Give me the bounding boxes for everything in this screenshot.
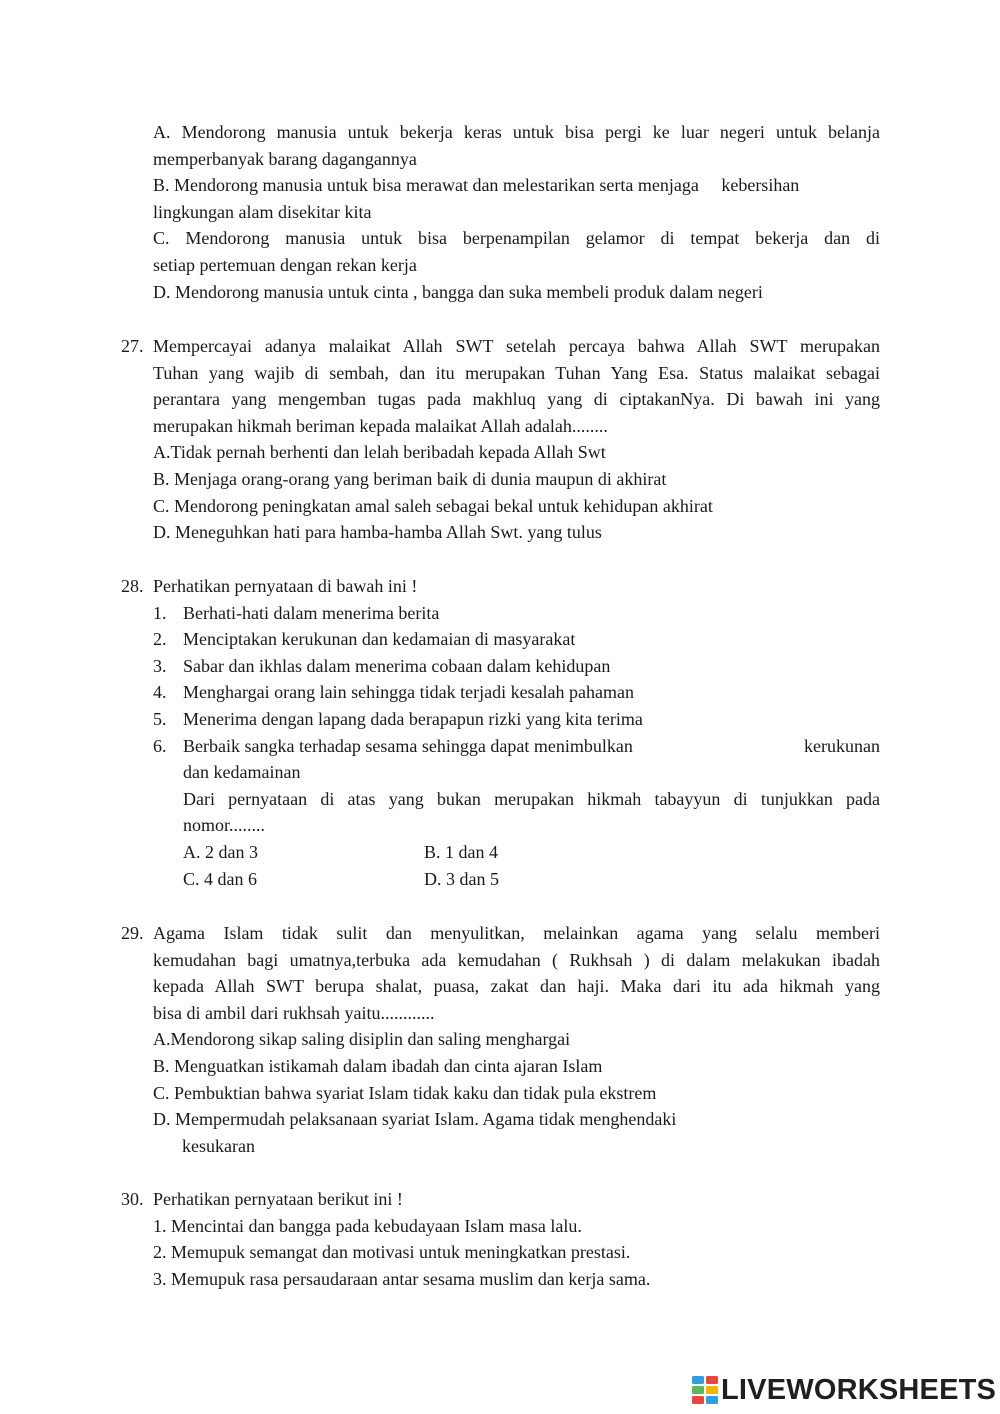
q27-option-b[interactable]: B. Menjaga orang-orang yang beriman baik di dunia maupun di akhirat — [153, 468, 667, 489]
question-number: 29. — [121, 923, 144, 943]
q28-options — [153, 839, 880, 892]
question-29 — [121, 920, 880, 1159]
list-item: 3. Sabar dan ikhlas dalam menerima cobaan dalam kehidupan — [153, 655, 611, 676]
list-item: 3. Memupuk rasa persaudaraan antar sesama muslim dan kerja sama. — [153, 1268, 651, 1289]
q26-option-b[interactable]: B. Mendorong manusia untuk bisa merawat dan melestarikan serta menjaga kebersihan lingkungan alam disekitar kita — [153, 175, 800, 222]
question-number: 30. — [121, 1189, 144, 1209]
list-item: 2. Memupuk semangat dan motivasi untuk meningkatkan prestasi. — [153, 1242, 631, 1263]
q29-option-b[interactable]: B. Menguatkan istikamah dalam ibadah dan cinta ajaran Islam — [153, 1055, 603, 1076]
question-26-options — [153, 119, 880, 305]
q28-prompt: Dari pernyataan di atas yang bukan merupakan hikmah tabayyun di tunjukkan pada nomor........ — [183, 788, 880, 836]
statement-list — [121, 1213, 880, 1293]
question-number: 28. — [121, 576, 144, 596]
liveworksheets-logo[interactable] — [692, 1374, 996, 1406]
q29-option-a[interactable]: A.Mendorong sikap saling disiplin dan saling menghargai — [153, 1029, 571, 1050]
question-28 — [121, 573, 880, 892]
q29-option-d[interactable]: D. Mempermudah pelaksanaan syariat Islam. Agama tidak menghendaki kesukaran — [153, 1109, 677, 1156]
question-text: Mempercayai adanya malaikat Allah SWT setelah percaya bahwa Allah SWT merupakan Tuhan yang wajib di sembah, dan itu merupakan Tuhan Yang Esa. Status malaikat sebagai perantara yang mengemban tugas pada makhluq yang di ciptakanNya. Di bawah ini yang merupakan hikmah beriman kepada malaikat Allah adalah........ A.Tidak pernah berhenti dan lelah beribadah kepada Allah Swt B. Menjaga orang-orang yang beriman baik di dunia maupun di akhirat C. Mendorong peningkatan amal saleh sebagai bekal untuk kehidupan akhirat D. Meneguhkan hati para hamba-hamba Allah Swt. yang tulus — [153, 333, 880, 546]
list-item: 6. Berbaik sangka terhadap sesama sehingga dapat menimbulkan kerukunan — [153, 735, 880, 756]
list-item: 1. Mencintai dan bangga pada kebudayaan Islam masa lalu. — [153, 1215, 582, 1236]
q28-option-b[interactable]: B. 1 dan 4 — [424, 841, 498, 862]
q28-option-d[interactable]: D. 3 dan 5 — [424, 868, 499, 889]
list-item: 2. Menciptakan kerukunan dan kedamaian di masyarakat — [153, 629, 576, 650]
list-item: 5. Menerima dengan lapang dada berapapun rizki yang kita terima — [153, 708, 643, 729]
question-number: 27. — [121, 336, 144, 356]
q29-option-c[interactable]: C. Pembuktian bahwa syariat Islam tidak kaku dan tidak pula ekstrem — [153, 1082, 657, 1103]
question-text: Perhatikan pernyataan di bawah ini ! — [153, 576, 418, 596]
q28-option-c[interactable]: C. 4 dan 6 — [183, 868, 257, 889]
question-30 — [121, 1186, 880, 1292]
q28-option-a[interactable]: A. 2 dan 3 — [183, 841, 258, 862]
q27-option-c[interactable]: C. Mendorong peningkatan amal saleh sebagai bekal untuk kehidupan akhirat — [153, 495, 713, 516]
question-27 — [121, 333, 880, 546]
question-text: Agama Islam tidak sulit dan menyulitkan, melainkan agama yang selalu memberi kemudahan bagi umatnya,terbuka ada kemudahan ( Rukhsah ) di dalam melakukan ibadah kepada Allah SWT berupa shalat, puasa, zakat dan haji. Maka dari itu ada hikmah yang bisa di ambil dari rukhsah yaitu............ A.Mendorong sikap saling disiplin dan saling menghargai B. Menguatkan istikamah dalam ibadah dan cinta ajaran Islam C. Pembuktian bahwa syariat Islam tidak kaku dan tidak pula ekstrem D. Mempermudah pelaksanaan syariat Islam. Agama tidak menghendaki kesukaran — [153, 920, 880, 1159]
q26-option-c[interactable]: C. Mendorong manusia untuk bisa berpenampilan gelamor di tempat bekerja dan di setiap pertemuan dengan rekan kerja — [153, 228, 880, 275]
q27-option-a[interactable]: A.Tidak pernah berhenti dan lelah beribadah kepada Allah Swt — [153, 442, 606, 463]
liveworksheets-wordmark: LIVEWORKSHEETS — [721, 1373, 997, 1406]
liveworksheets-logo-icon — [692, 1376, 718, 1404]
list-item: 1. Berhati-hati dalam menerima berita — [153, 602, 440, 623]
q26-option-d[interactable]: D. Mendorong manusia untuk cinta , bangga dan suka membeli produk dalam negeri — [153, 281, 763, 302]
statement-list: 1. Berhati-hati dalam menerima berita 2. Menciptakan kerukunan dan kedamaian di masyarakat 3. Sabar dan ikhlas dalam menerima cobaan dalam kehidupan 4. Menghargai orang lain sehingga tidak terjadi kesalah pahaman 5. Menerima dengan lapang dada berapapun rizki yang kita terima 6. Berbaik sangka terhadap sesama sehingga dapat menimbulkan kerukunan dan kedamainan Dari pernyataan di atas yang bukan merupakan hikmah tabayyun di tunjukkan pada nomor........ A. 2 dan 3 B. 1 dan 4 C. 4 dan 6 D. 3 dan 5 — [121, 600, 880, 893]
question-text: Perhatikan pernyataan berikut ini ! — [153, 1189, 403, 1209]
q26-option-a[interactable]: A. Mendorong manusia untuk bekerja keras untuk bisa pergi ke luar negeri untuk belanja memperbanyak barang dagangannya — [153, 122, 880, 169]
list-item: 4. Menghargai orang lain sehingga tidak terjadi kesalah pahaman — [153, 682, 635, 703]
q27-option-d[interactable]: D. Meneguhkan hati para hamba-hamba Allah Swt. yang tulus — [153, 522, 602, 543]
